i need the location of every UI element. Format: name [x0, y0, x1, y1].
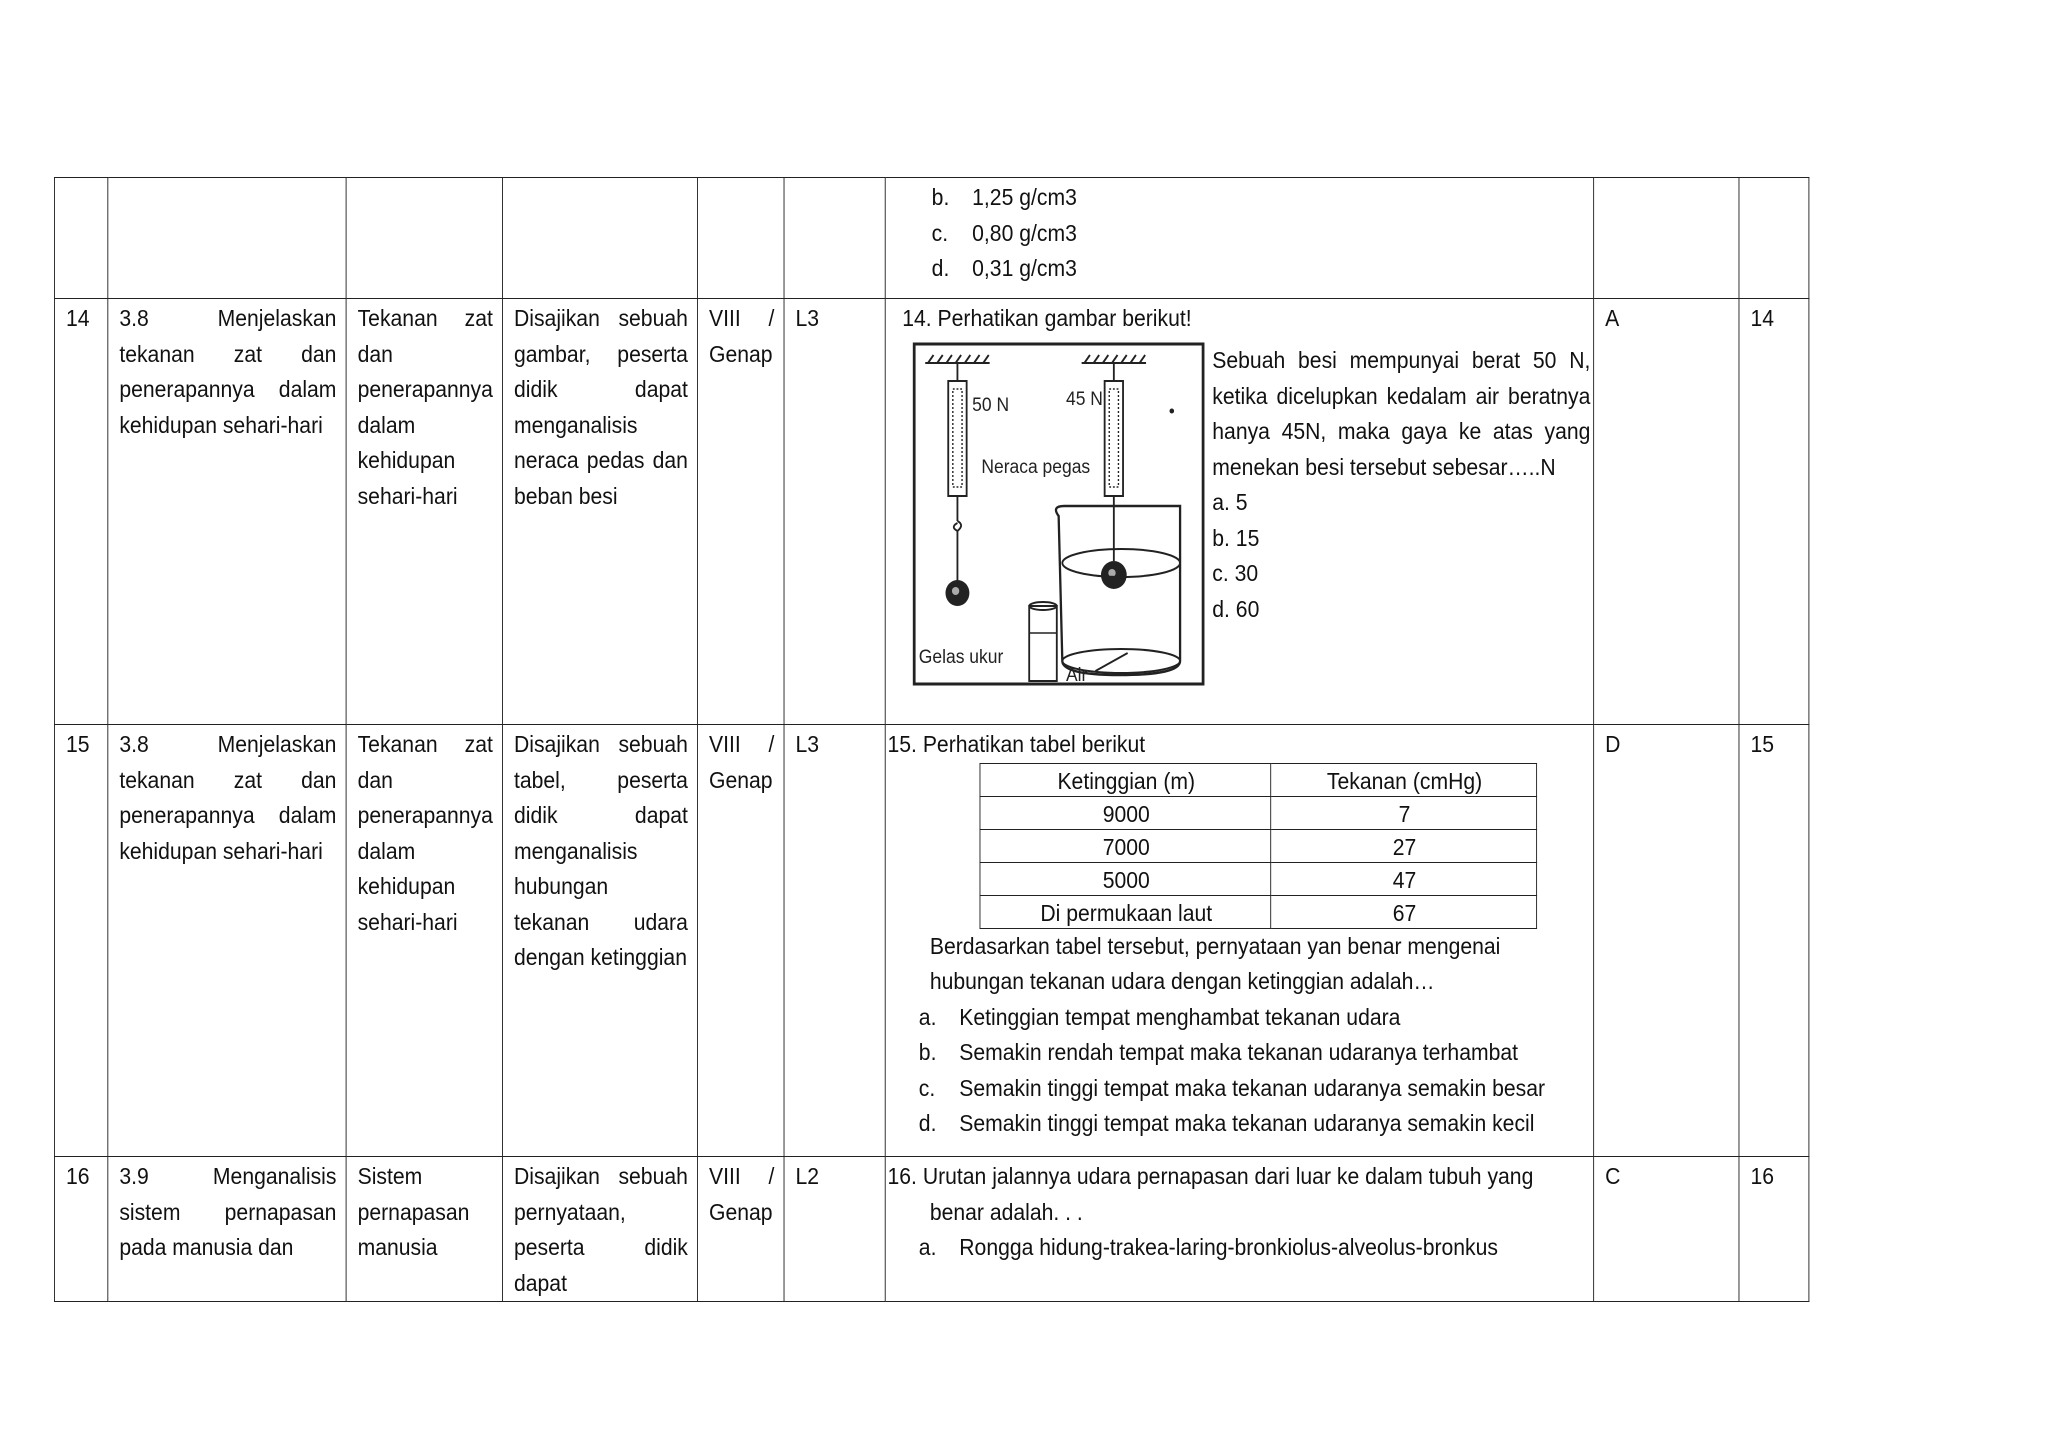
materi: Tekanan zat dan penerapannya dalam kehidupan sehari-hari	[346, 299, 502, 725]
label-neraca-pegas: Neraca pegas	[981, 455, 1091, 478]
option: a. Rongga hidung-trakea-laring-bronkiolus-alveolus-bronkus	[918, 1234, 1498, 1260]
kompetensi-dasar: 3.8 Menjelaskan tekanan zat dan penerapannya dalam kehidupan sehari-hari	[108, 725, 346, 1157]
kelas-semester: VIII / Genap	[698, 299, 784, 725]
question-text: Berdasarkan tabel tersebut, pernyataan yan benar mengenai hubungan tekanan udara dengan ketinggian adalah…	[929, 932, 1501, 994]
table-row-14	[54, 299, 1808, 725]
pressure-table-header: Ketinggian (m) Tekanan (cmHg)	[980, 763, 1537, 796]
kompetensi-dasar: 3.8 Menjelaskan tekanan zat dan penerapannya dalam kehidupan sehari-hari	[108, 299, 346, 725]
materi: Sistem pernapasan manusia	[346, 1157, 502, 1302]
option: d. Semakin tinggi tempat maka tekanan udaranya semakin kecil	[918, 1110, 1535, 1136]
kelas-semester: VIII / Genap	[698, 725, 784, 1157]
question-title: 16. Urutan jalannya udara pernapasan dari luar ke dalam tubuh yang benar adalah. . .	[887, 1163, 1534, 1225]
label-gelas-ukur: Gelas ukur	[918, 645, 1004, 668]
question-title: 14. Perhatikan gambar berikut!	[902, 305, 1192, 331]
question-text-block	[1212, 343, 1590, 627]
answer-key: D	[1594, 725, 1739, 1157]
option: c. 30	[1212, 560, 1259, 586]
label-air: Air	[1066, 663, 1088, 686]
pressure-table-row: 9000 7	[980, 796, 1537, 829]
indikator: Disajikan sebuah pernyataan, peserta didik dapat	[503, 1157, 698, 1302]
question-cell	[885, 178, 1593, 299]
question-cell	[885, 1157, 1593, 1302]
level: L3	[784, 725, 885, 1157]
option: c. Semakin tinggi tempat maka tekanan udaranya semakin besar	[918, 1074, 1546, 1101]
spring-balance-figure	[911, 341, 1207, 688]
pressure-table-row: Di permukaan laut 67	[980, 895, 1537, 928]
answer-key: A	[1594, 299, 1739, 725]
option: b. 15	[1212, 524, 1260, 551]
table-row-15	[54, 725, 1808, 1157]
kisi-kisi-table	[54, 177, 1809, 1302]
option: d. 60	[1212, 595, 1260, 622]
option: b. Semakin rendah tempat maka tekanan udaranya terhambat	[918, 1039, 1519, 1065]
row-number: 14	[54, 299, 107, 725]
option: c. 0,80 g/cm3	[931, 219, 1077, 246]
option: b. 1,25 g/cm3	[931, 184, 1077, 210]
indikator: Disajikan sebuah gambar, peserta didik dapat menganalisis neraca pedas dan beban besi	[503, 299, 698, 725]
row-number: 16	[54, 1157, 107, 1302]
question-figure-block	[902, 301, 1591, 688]
indikator: Disajikan sebuah tabel, peserta didik dapat menganalisis hubungan tekanan udara dengan ketinggian	[503, 725, 698, 1157]
pressure-table	[980, 763, 1538, 929]
question-cell	[885, 725, 1593, 1157]
level: L2	[784, 1157, 885, 1302]
table-row-16	[54, 1157, 1808, 1302]
pressure-table-row: 5000 47	[980, 862, 1537, 895]
materi: Tekanan zat dan penerapannya dalam kehidupan sehari-hari	[346, 725, 502, 1157]
pressure-table-row: 7000 27	[980, 829, 1537, 862]
question-number: 14	[1739, 299, 1809, 725]
table-row-continuation	[54, 178, 1808, 299]
options-list	[888, 1000, 1584, 1142]
question-cell	[885, 299, 1593, 725]
level: L3	[784, 299, 885, 725]
question-number: 15	[1739, 725, 1809, 1157]
label-45n: 45 N	[1066, 387, 1103, 410]
kelas-semester: VIII / Genap	[698, 1157, 784, 1302]
question-text: Sebuah besi mempunyai berat 50 N, ketika dicelupkan kedalam air beratnya hanya 45N, maka gaya ke atas yang menekan besi tersebut sebesar…..N	[1212, 347, 1591, 480]
option: a. 5	[1212, 489, 1248, 515]
option: a. Ketinggian tempat menghambat tekanan udara	[918, 1003, 1401, 1030]
row-number: 15	[54, 725, 107, 1157]
option: d. 0,31 g/cm3	[931, 255, 1077, 281]
question-title: 15. Perhatikan tabel berikut	[887, 731, 1146, 757]
kompetensi-dasar: 3.9 Menganalisis sistem pernapasan pada manusia dan	[108, 1157, 346, 1302]
question-number: 16	[1739, 1157, 1809, 1302]
options-list	[888, 1230, 1584, 1266]
answer-key: C	[1594, 1157, 1739, 1302]
label-50n: 50 N	[972, 393, 1010, 416]
